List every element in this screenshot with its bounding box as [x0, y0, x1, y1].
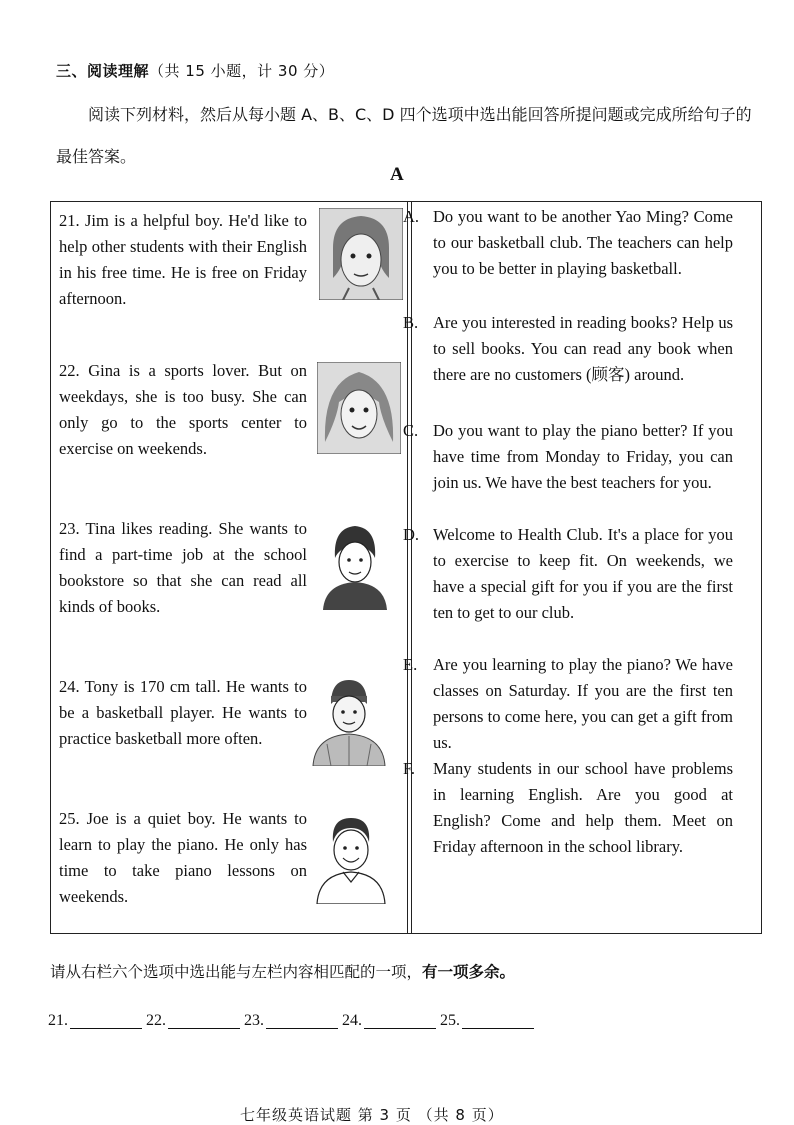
- option-c: C. Do you want to play the piano better? If you have time from Monday to Friday, you can join us. We have the best teachers for you.: [403, 421, 733, 492]
- answer-blank-25[interactable]: [462, 1012, 534, 1029]
- answer-blank-24[interactable]: [364, 1012, 436, 1029]
- portrait-joe-icon: [309, 812, 393, 904]
- left-item-22: 22. Gina is a sports lover. But on weekdays, she is too busy. She can only go to the sports center to exercise on weekends.: [59, 361, 308, 458]
- option-b: B. Are you interested in reading books? Help us to sell books. You can read any book when there are no customers (顾客) around.: [403, 313, 733, 384]
- answer-blank-21[interactable]: [70, 1012, 142, 1029]
- matching-instruction: 请从右栏六个选项中选出能与左栏内容相匹配的一项，有一项多余。: [50, 963, 516, 981]
- page-footer: 七年级英语试题 第 3 页 （共 8 页）: [240, 1106, 504, 1124]
- portrait-tony-icon: [307, 674, 391, 766]
- option-a: A. Do you want to be another Yao Ming? Come to our basketball club. The teachers can help you to be better in playing basketball.: [403, 207, 733, 278]
- portrait-tina-icon: [313, 518, 397, 610]
- passage-label: A: [390, 164, 404, 185]
- option-f: F. Many students in our school have problems in learning English. Are you good at English? Come and help them. Meet on Friday afternoon in the school library.: [403, 759, 733, 856]
- answer-blank-22[interactable]: [168, 1012, 240, 1029]
- portrait-gina-icon: [317, 362, 401, 454]
- left-item-23: 23. Tina likes reading. She wants to find a part-time job at the school bookstore so that she can read all kinds of books.: [59, 519, 308, 616]
- portrait-jim-icon: [319, 208, 403, 300]
- matching-table: [50, 201, 762, 934]
- left-item-24: 24. Tony is 170 cm tall. He wants to be a basketball player. He wants to practice basketball more often.: [59, 677, 308, 748]
- answer-blanks: 21. 22. 23. 24. 25.: [48, 1012, 538, 1030]
- left-item-25: 25. Joe is a quiet boy. He wants to learn to play the piano. He only has time to take piano lessons on weekends.: [59, 809, 308, 906]
- left-item-21: 21. Jim is a helpful boy. He'd like to help other students with their English in his free time. He is free on Friday afternoon.: [59, 211, 307, 308]
- option-d: D. Welcome to Health Club. It's a place for you to exercise to keep fit. On weekends, we have a special gift for you if you are the first ten to get to our club.: [403, 525, 733, 622]
- answer-blank-23[interactable]: [266, 1012, 338, 1029]
- section-instructions: 阅读下列材料，然后从每小题 A、B、C、D 四个选项中选出能回答所提问题或完成所给句子的最佳答案。: [56, 105, 752, 166]
- option-e: E. Are you learning to play the piano? We have classes on Saturday. If you are the first ten persons to come here, you can get a gift from us.: [403, 655, 733, 752]
- section-title: 三、阅读理解（共 15 小题，计 30 分）: [56, 62, 335, 80]
